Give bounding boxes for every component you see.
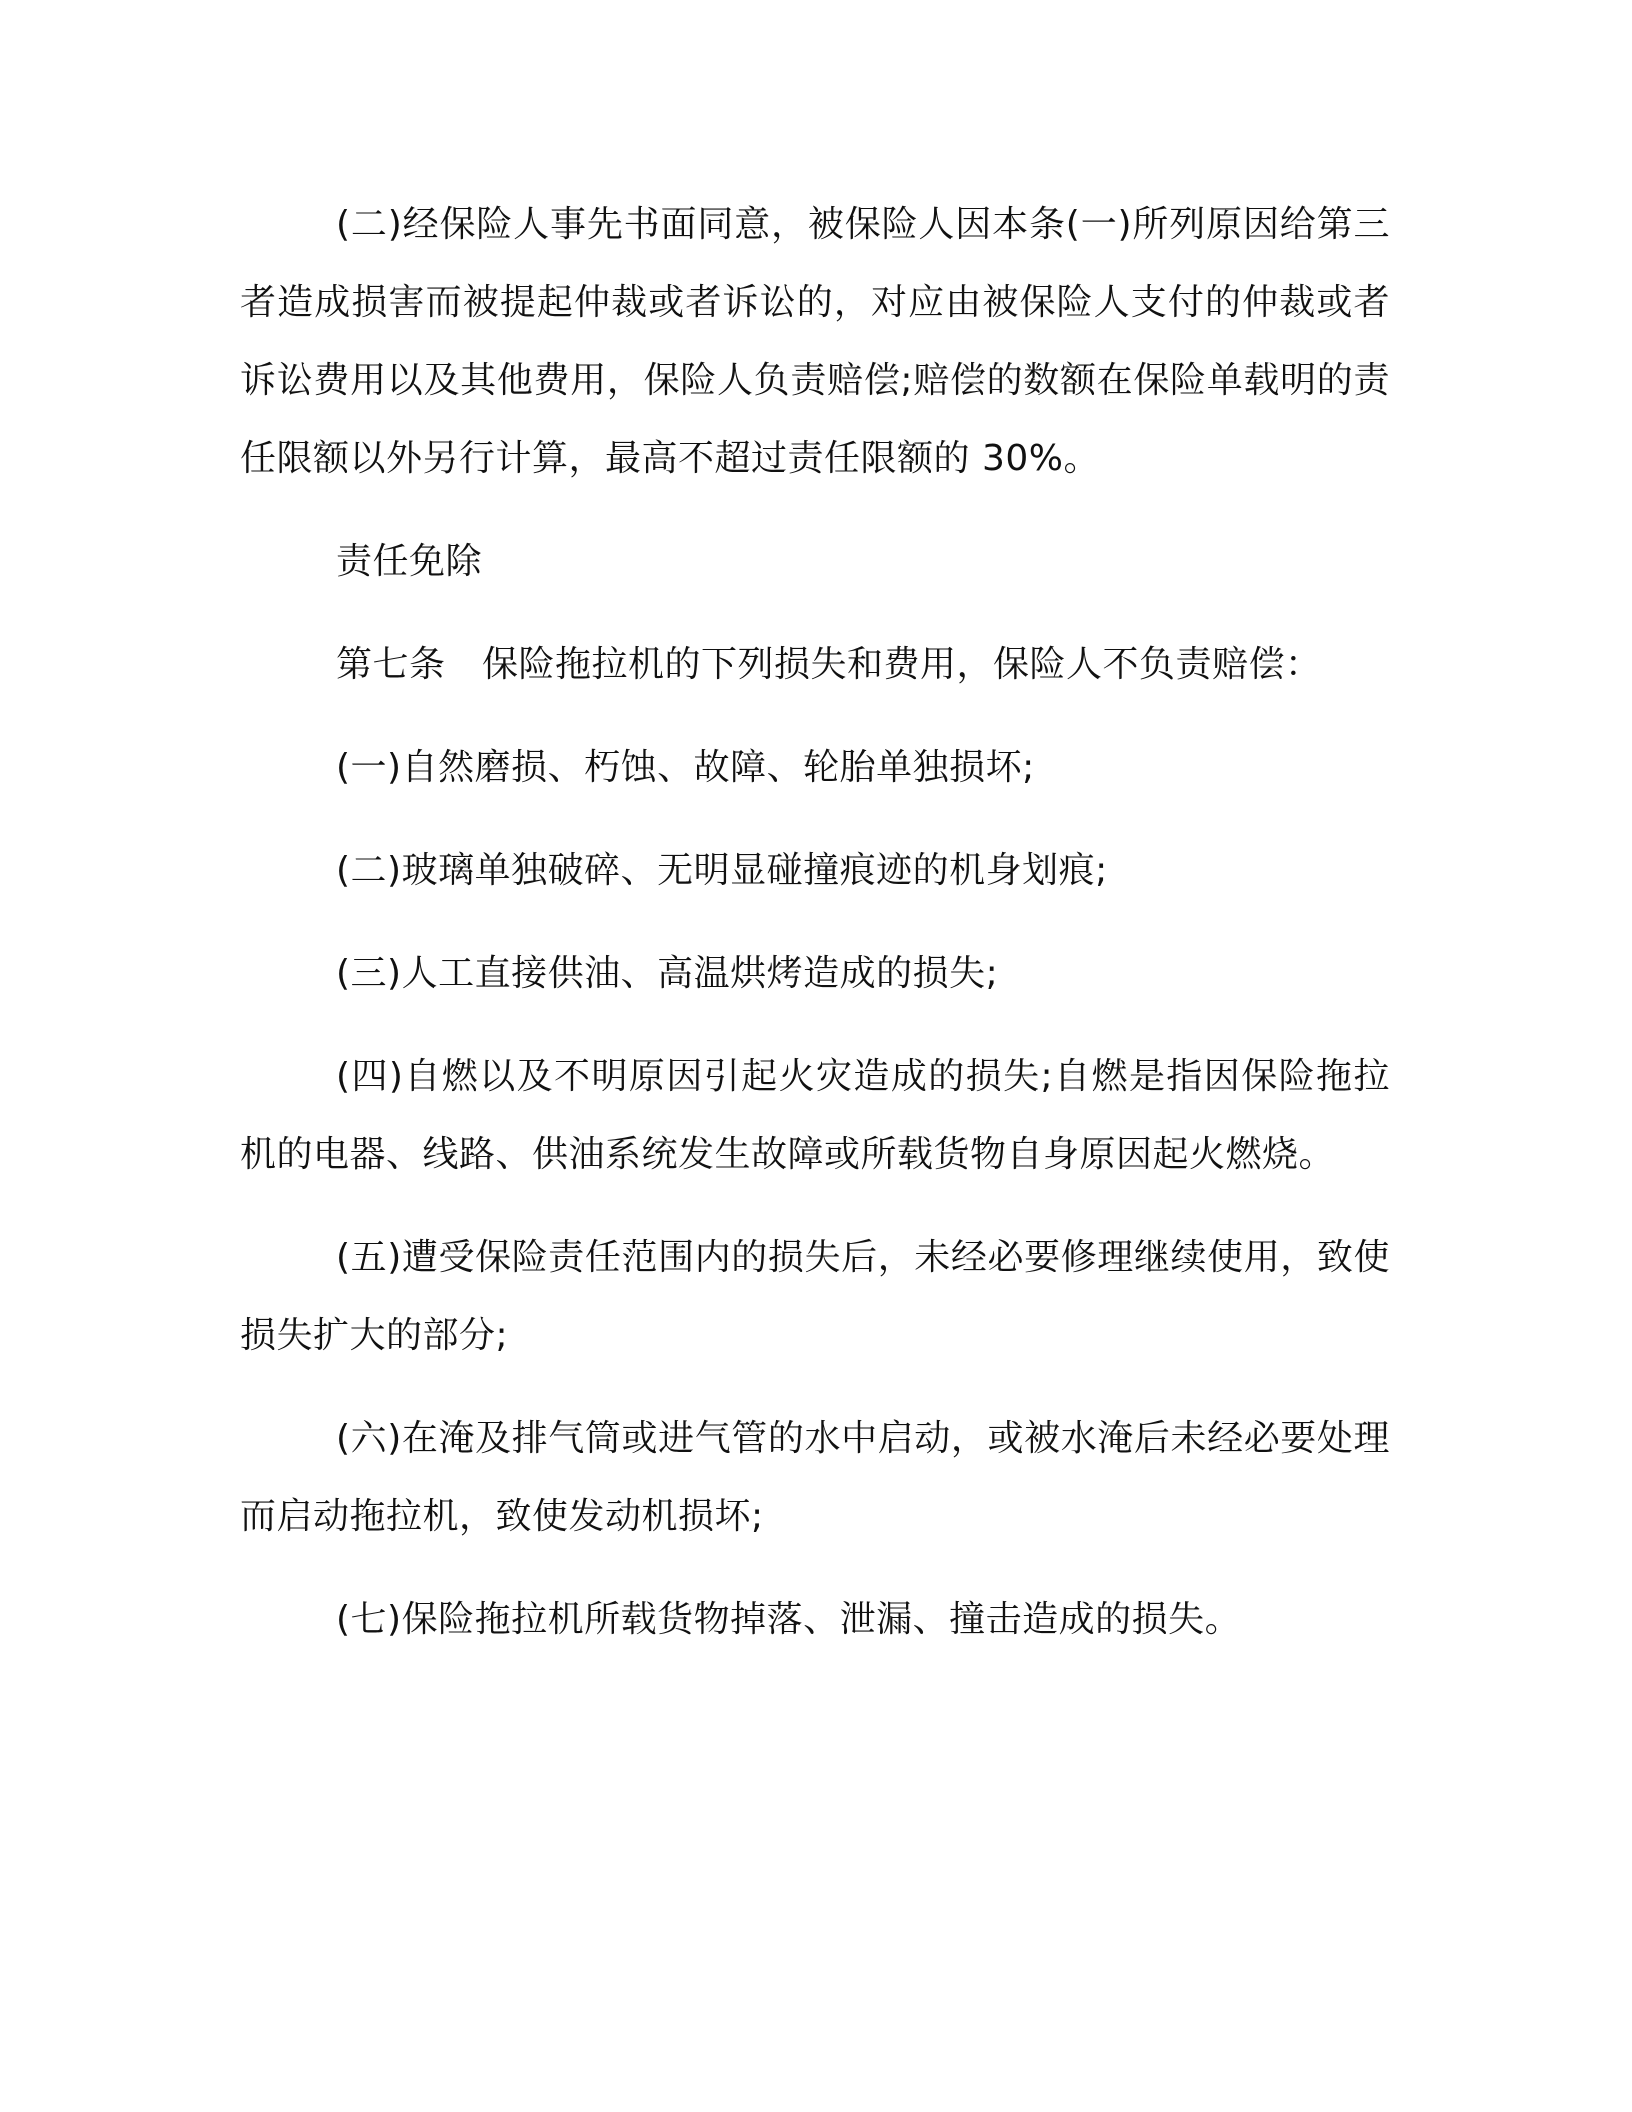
exclusion-item-7: (七)保险拖拉机所载货物掉落、泄漏、撞击造成的损失。 xyxy=(336,1599,1242,1640)
exclusion-item-4: (四)自燃以及不明原因引起火灾造成的损失;自燃是指因保险拖拉机的电器、线路、供油系统发生故障或所载货物自身原因起火燃烧。 xyxy=(240,1056,1390,1175)
document-page xyxy=(240,186,1390,1659)
exclusion-item-6: (六)在淹及排气筒或进气管的水中启动，或被水淹后未经必要处理而启动拖拉机，致使发动机损坏; xyxy=(240,1418,1390,1537)
paragraph-litigation-costs: (二)经保险人事先书面同意，被保险人因本条(一)所列原因给第三者造成损害而被提起仲裁或者诉讼的，对应由被保险人支付的仲裁或者诉讼费用以及其他费用，保险人负责赔偿;赔偿的数额在保险单载明的责任限额以外另行计算，最高不超过责任限额的 30%。 xyxy=(240,204,1390,479)
exclusion-item-3: (三)人工直接供油、高温烘烤造成的损失; xyxy=(336,953,999,994)
article-7-title: 第七条 保险拖拉机的下列损失和费用，保险人不负责赔偿： xyxy=(336,644,1322,685)
exclusion-item-1: (一)自然磨损、朽蚀、故障、轮胎单独损坏; xyxy=(336,747,1035,788)
exclusion-item-2: (二)玻璃单独破碎、无明显碰撞痕迹的机身划痕; xyxy=(336,850,1108,891)
exclusion-item-5: (五)遭受保险责任范围内的损失后，未经必要修理继续使用，致使损失扩大的部分; xyxy=(240,1237,1390,1356)
section-heading-exclusions: 责任免除 xyxy=(336,541,483,582)
